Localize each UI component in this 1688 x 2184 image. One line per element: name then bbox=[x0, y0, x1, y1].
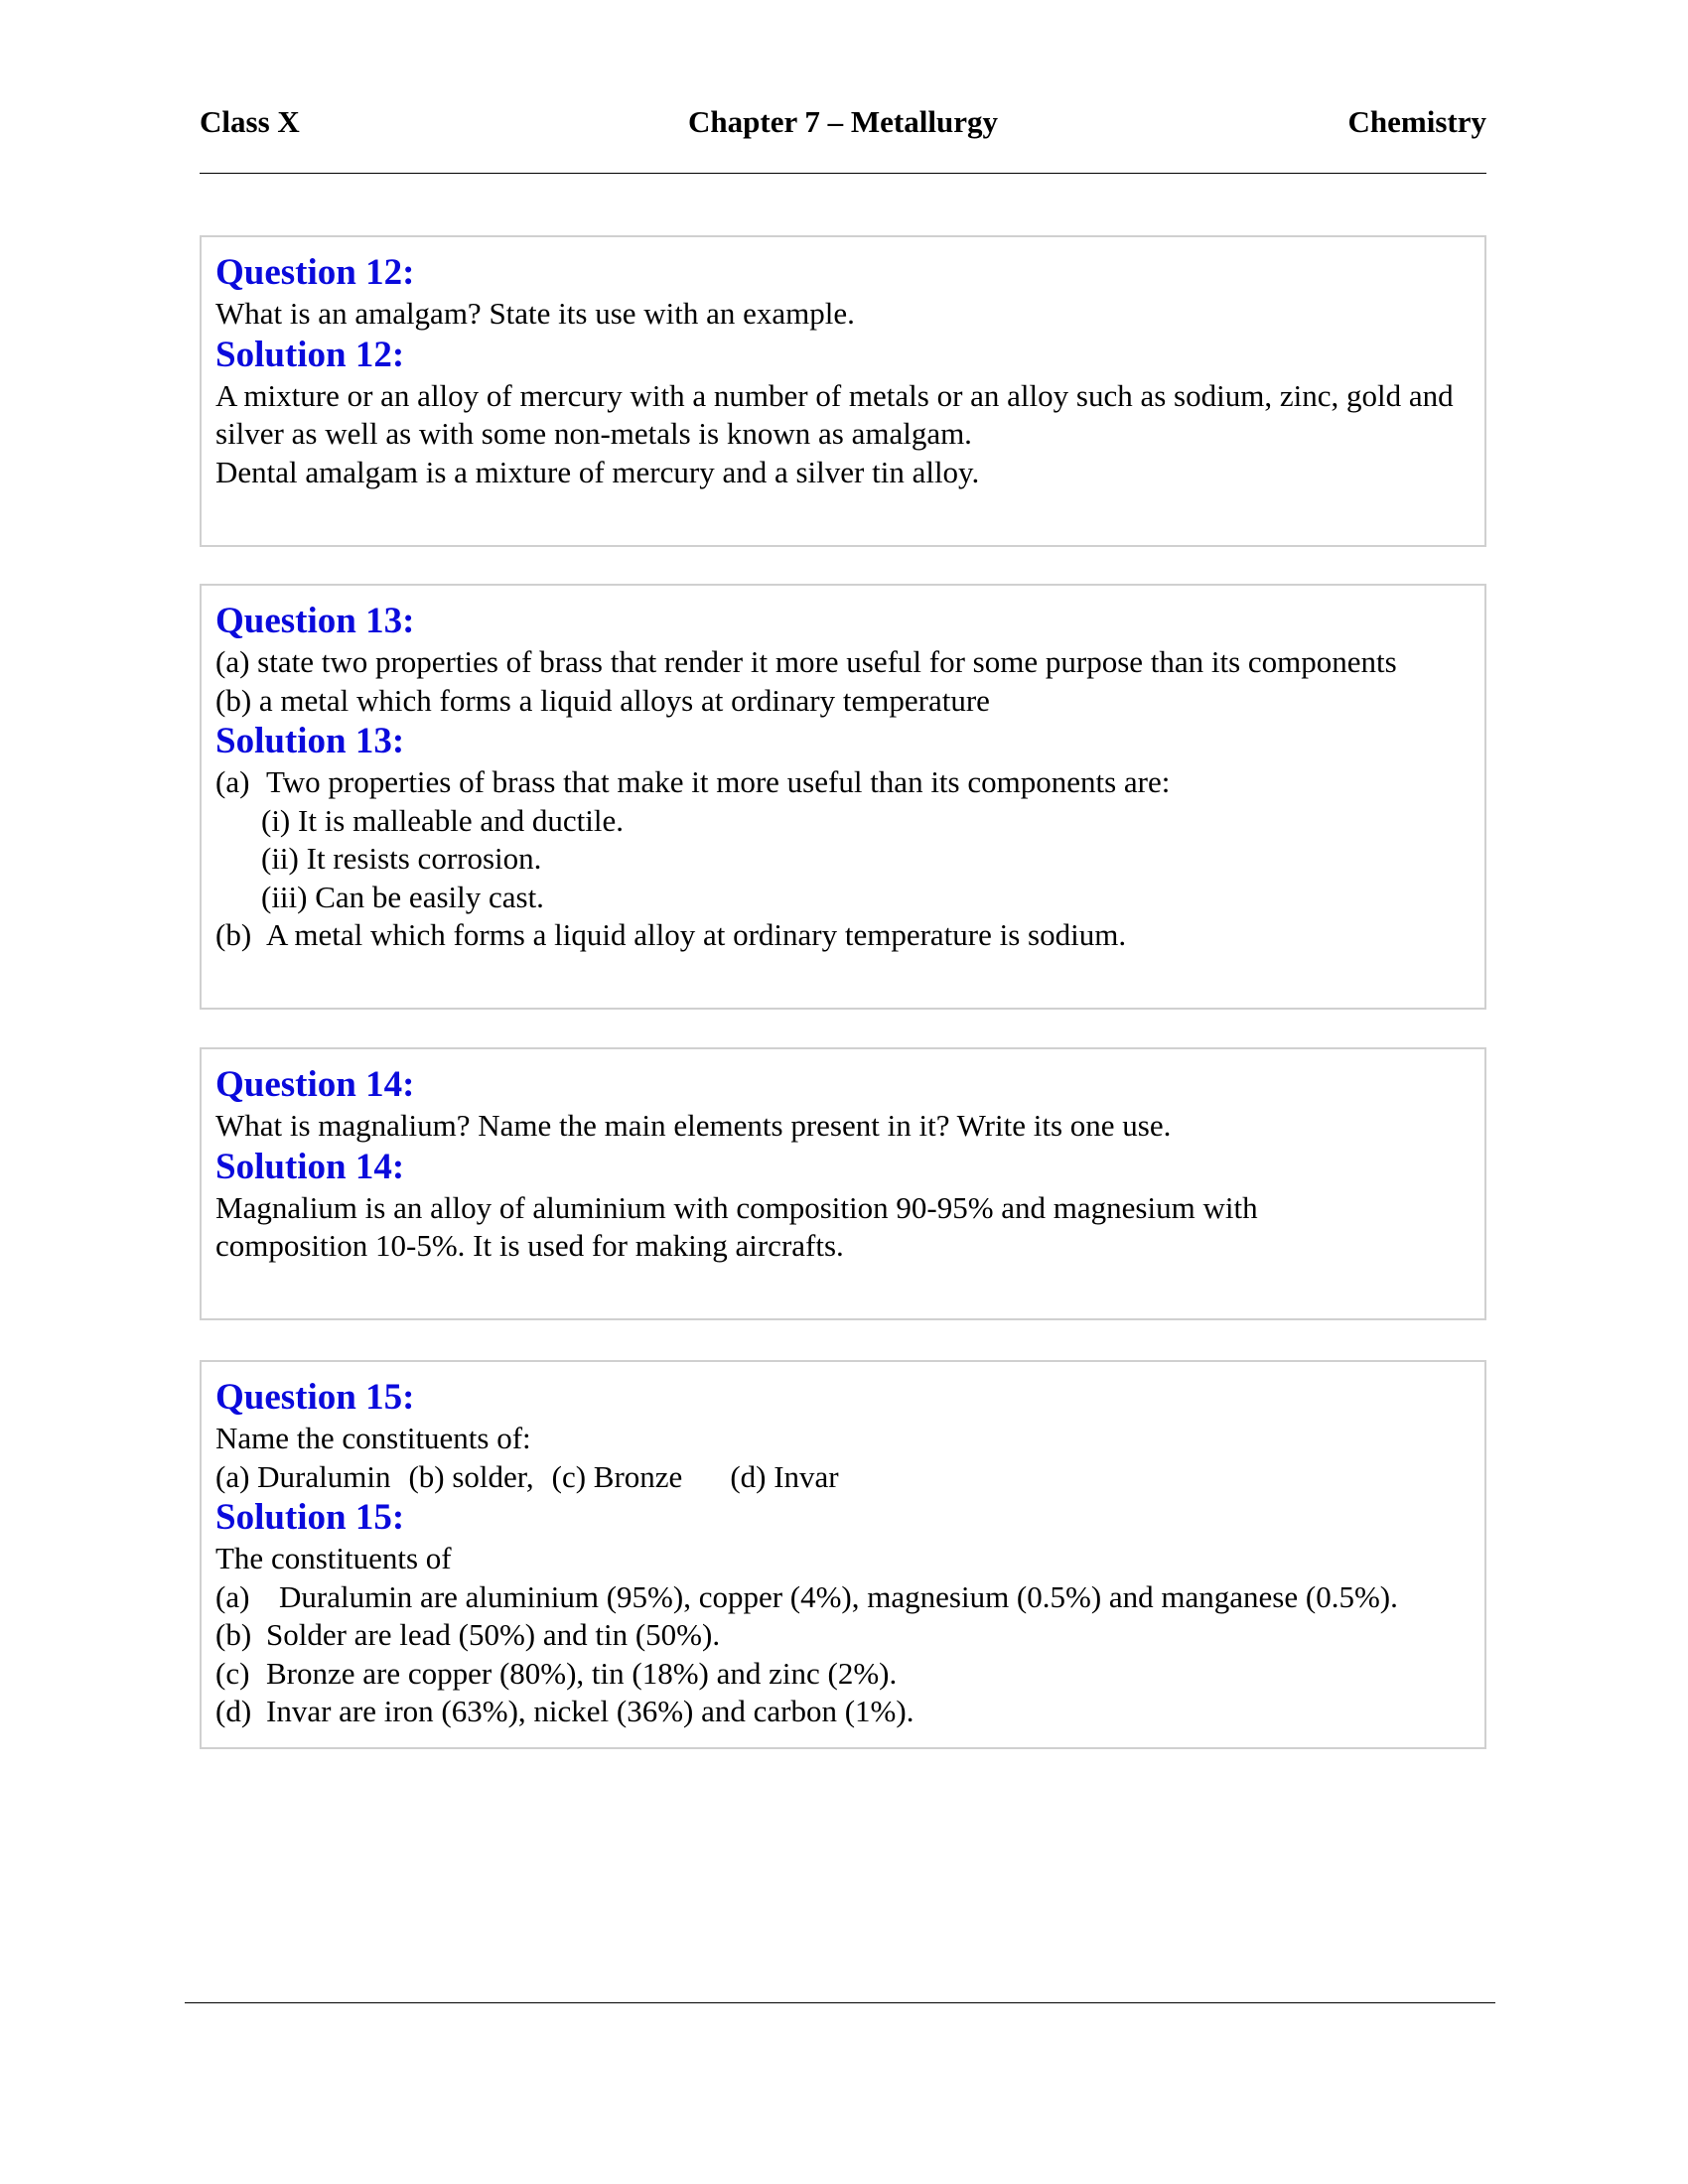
question-15-box bbox=[200, 1360, 1486, 1749]
question-14-text: What is magnalium? Name the main elements present in it? Write its one use. bbox=[215, 1108, 1172, 1143]
answer-label-b: (b) bbox=[215, 1617, 252, 1652]
answer-label-a: (a) bbox=[215, 1578, 250, 1614]
answer-text-b: Solder are lead (50%) and tin (50%). bbox=[266, 1617, 721, 1652]
question-12-box bbox=[200, 235, 1486, 547]
solution-13-item-1: (i) It is malleable and ductile. bbox=[261, 802, 624, 838]
page-header bbox=[200, 97, 1486, 147]
question-12-title: Question 12: bbox=[215, 252, 415, 293]
solution-13-part-a bbox=[215, 763, 1471, 802]
solution-13-part-b-text: A metal which forms a liquid alloy at ordinary temperature is sodium. bbox=[266, 917, 1127, 952]
solution-15-title: Solution 15: bbox=[215, 1497, 405, 1538]
solution-13-item-3: (iii) Can be easily cast. bbox=[261, 879, 544, 914]
question-13-box bbox=[200, 584, 1486, 1010]
option-d: (d) Invar bbox=[730, 1458, 839, 1494]
header-divider bbox=[200, 173, 1486, 174]
answer-label-c: (c) bbox=[215, 1655, 250, 1691]
answer-text-a: Duralumin are aluminium (95%), copper (4%), magnesium (0.5%) and manganese (0.5%). bbox=[279, 1578, 1398, 1614]
solution-12-paragraph-2: Dental amalgam is a mixture of mercury and a silver tin alloy. bbox=[215, 454, 980, 489]
solution-15-answer-b bbox=[215, 1616, 1471, 1655]
solution-15-answer-c bbox=[215, 1655, 1471, 1694]
header-subject: Chemistry bbox=[1347, 104, 1486, 139]
question-13-part-b: (b) a metal which forms a liquid alloys at ordinary temperature bbox=[215, 682, 990, 718]
solution-13-item-2: (ii) It resists corrosion. bbox=[261, 841, 542, 876]
header-class: Class X bbox=[200, 104, 300, 139]
question-14-box bbox=[200, 1047, 1486, 1320]
solution-13-part-b bbox=[215, 916, 1471, 955]
solution-13-part-a-text: Two properties of brass that make it more useful than its components are: bbox=[266, 764, 1171, 799]
header-chapter: Chapter 7 – Metallurgy bbox=[688, 104, 998, 139]
solution-15-answer-a bbox=[215, 1578, 1471, 1617]
question-15-text: Name the constituents of: bbox=[215, 1421, 531, 1455]
solution-15-answer-d bbox=[215, 1693, 1471, 1731]
question-13-title: Question 13: bbox=[215, 601, 415, 641]
solution-13-label-b: (b) bbox=[215, 917, 252, 952]
question-14-title: Question 14: bbox=[215, 1064, 415, 1105]
solution-13-title: Solution 13: bbox=[215, 721, 405, 761]
question-13-part-a: (a) state two properties of brass that render it more useful for some purpose than its components bbox=[215, 644, 1397, 679]
option-b: (b) solder, bbox=[408, 1458, 534, 1494]
solution-12-paragraph-1: A mixture or an alloy of mercury with a number of metals or an alloy such as sodium, zinc, gold and silver as well as with some non-metals is known as amalgam. bbox=[215, 377, 1454, 451]
solution-14-title: Solution 14: bbox=[215, 1146, 405, 1187]
option-a: (a) Duralumin bbox=[215, 1458, 391, 1494]
answer-text-c: Bronze are copper (80%), tin (18%) and zinc (2%). bbox=[266, 1655, 898, 1691]
answer-text-d: Invar are iron (63%), nickel (36%) and carbon (1%). bbox=[266, 1694, 914, 1728]
solution-14-text: Magnalium is an alloy of aluminium with composition 90-95% and magnesium with composition 10-5%. It is used for making aircrafts. bbox=[215, 1189, 1258, 1263]
question-15-options bbox=[215, 1458, 1471, 1497]
solution-15-intro: The constituents of bbox=[215, 1541, 452, 1575]
question-12-text: What is an amalgam? State its use with an example. bbox=[215, 296, 855, 331]
option-c: (c) Bronze bbox=[551, 1458, 683, 1494]
solution-13-label-a: (a) bbox=[215, 764, 250, 799]
solution-12-title: Solution 12: bbox=[215, 334, 405, 375]
answer-label-d: (d) bbox=[215, 1694, 252, 1728]
question-15-title: Question 15: bbox=[215, 1377, 415, 1418]
footer-divider bbox=[185, 2002, 1495, 2003]
